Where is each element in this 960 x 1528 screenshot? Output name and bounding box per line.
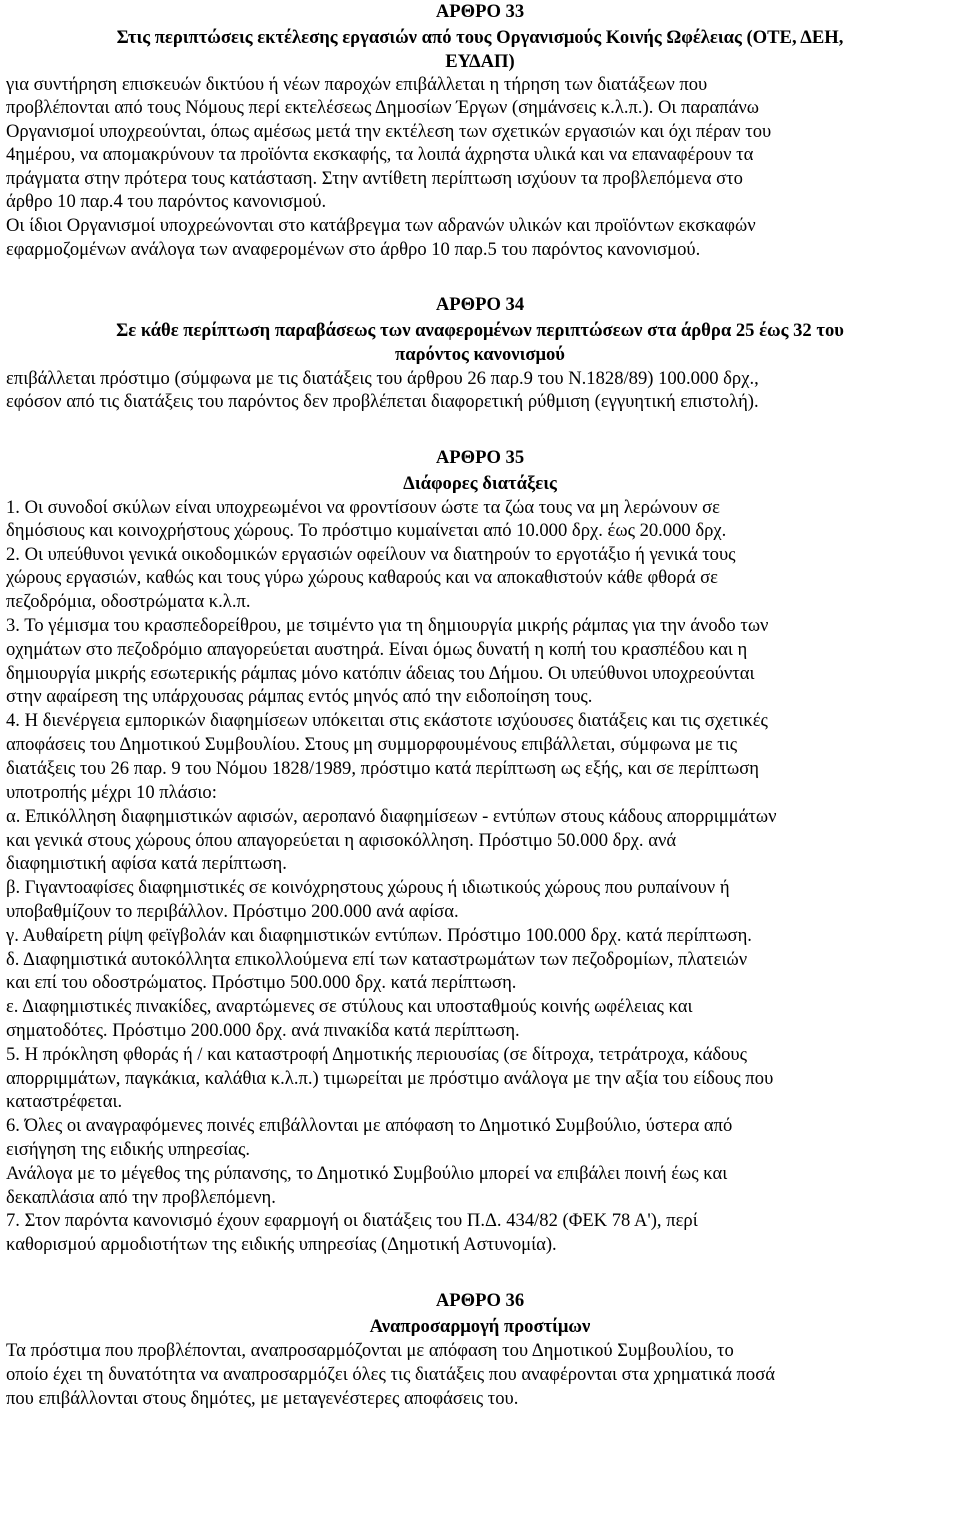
article-34-text-line: επιβάλλεται πρόστιμο (σύμφωνα με τις διατάξεις του άρθρου 26 παρ.9 του Ν.1828/89) 100.000 δρχ.,: [6, 368, 759, 389]
article-33-text-line: πράγματα στην πρότερα τους κατάσταση. Στην αντίθετη περίπτωση ισχύουν τα προβλεπόμενα στο: [6, 168, 743, 189]
article-35-text-line: αποφάσεις του Δημοτικού Συμβουλίου. Στους μη συμμορφουμένους επιβάλλεται, σύμφωνα με τις: [6, 734, 738, 755]
article-33-text-line: προβλέπονται από τους Νόμους περί εκτελέσεως Δημοσίων Έργων (σημάνσεις κ.λ.π.). Οι παραπάνω: [6, 97, 760, 118]
article-35-heading: Διάφορες διατάξεις: [403, 473, 557, 494]
article-35-text-line: Ανάλογα με το μέγεθος της ρύπανσης, το Δημοτικό Συμβούλιο μπορεί να επιβάλει ποινή έως και: [6, 1163, 728, 1184]
article-34-title: ΑΡΘΡΟ 34: [435, 294, 525, 315]
article-33-text-line: 4ημέρου, να απομακρύνουν τα προϊόντα εκσκαφής, τα λοιπά άχρηστα υλικά και να επαναφέρουν τα: [6, 144, 754, 165]
article-33-heading-line-1: Στις περιπτώσεις εκτέλεσης εργασιών από τους Οργανισμούς Κοινής Ωφέλειας (ΟΤΕ, ΔΕΗ,: [116, 27, 844, 48]
article-35-text-line: υποτροπής μέχρι 10 πλάσιο:: [6, 782, 217, 803]
article-35-text-line: 7. Στον παρόντα κανονισμό έχουν εφαρμογή οι διατάξεις του Π.Δ. 434/82 (ΦΕΚ 78 Α'), περί: [6, 1210, 698, 1231]
article-35-text-line: σηματοδότες. Πρόστιμο 200.000 δρχ. ανά πινακίδα κατά περίπτωση.: [6, 1020, 520, 1041]
article-33-title: ΑΡΘΡΟ 33: [435, 1, 525, 22]
article-34-heading-line-2: παρόντος κανονισμού: [395, 344, 565, 365]
article-35-title: ΑΡΘΡΟ 35: [435, 447, 525, 468]
article-35-text-line: και επί του οδοστρώματος. Πρόστιμο 500.000 δρχ. κατά περίπτωση.: [6, 972, 517, 993]
article-35-text-line: οχημάτων στο πεζοδρόμιο απαγορεύεται αυστηρά. Είναι όμως δυνατή η κοπή του κρασπέδου και η: [6, 639, 748, 660]
article-35-text-line: 1. Οι συνοδοί σκύλων είναι υποχρεωμένοι να φροντίσουν ώστε τα ζώα τους να μη λερώνουν σε: [6, 497, 720, 518]
article-35-text-line: ε. Διαφημιστικές πινακίδες, αναρτώμενες σε στύλους και υποσταθμούς κοινής ωφέλειας και: [6, 996, 693, 1017]
article-33-heading-line-2: ΕΥΔΑΠ): [445, 51, 515, 72]
article-35-text-line: υποβαθμίζουν το περιβάλλον. Πρόστιμο 200.000 ανά αφίσα.: [6, 901, 459, 922]
article-35-text-line: 6. Όλες οι αναγραφόμενες ποινές επιβάλλονται με απόφαση το Δημοτικό Συμβούλιο, ύστερα από: [6, 1115, 733, 1136]
article-33-text-line: Οι ίδιοι Οργανισμοί υποχρεώνονται στο κατάβρεγμα των αδρανών υλικών και προϊόντων εκσκαφών: [6, 215, 756, 236]
article-36-text-line: που επιβάλλονται στους δημότες, με μεταγενέστερες αποφάσεις του.: [6, 1388, 519, 1409]
article-35-text-line: καθορισμού αρμοδιοτήτων της ειδικής υπηρεσίας (Δημοτική Αστυνομία).: [6, 1234, 557, 1255]
article-35-text-line: διατάξεις του 26 παρ. 9 του Νόμου 1828/1989, πρόστιμο κατά περίπτωση ως εξής, και σε περίπτωση: [6, 758, 759, 779]
article-36-text-line: οποίο έχει τη δυνατότητα να αναπροσαρμόζει όλες τις διατάξεις που αναφέρονται στα χρηματικά ποσά: [6, 1364, 775, 1385]
article-35-text-line: 2. Οι υπεύθυνοι γενικά οικοδομικών εργασιών οφείλουν να διατηρούν το εργοτάξιο ή γενικά τους: [6, 544, 736, 565]
article-35-text-line: απορριμμάτων, παγκάκια, καλάθια κ.λ.π.) τιμωρείται με πρόστιμο ανάλογα με την αξία του είδους που: [6, 1068, 774, 1089]
article-35-text-line: δημόσιους και κοινοχρήστους χώρους. Το πρόστιμο κυμαίνεται από 10.000 δρχ. έως 20.000 δρχ.: [6, 520, 727, 541]
article-35-text-line: δεκαπλάσια από την προβλεπόμενη.: [6, 1187, 276, 1208]
article-35-text-line: διαφημιστική αφίσα κατά περίπτωση.: [6, 853, 287, 874]
article-35-text-line: καταστρέφεται.: [6, 1091, 123, 1112]
article-34-heading-line-1: Σε κάθε περίπτωση παραβάσεως των αναφερομένων περιπτώσεων στα άρθρα 25 έως 32 του: [116, 320, 844, 341]
article-35-text-line: και γενικά στους χώρους όπου απαγορεύεται η αφισοκόλληση. Πρόστιμο 50.000 δρχ. ανά: [6, 830, 677, 851]
article-34-text-line: εφόσον από τις διατάξεις του παρόντος δεν προβλέπεται διαφορετική ρύθμιση (εγγυητική επιστολή).: [6, 391, 759, 412]
article-35-text-line: 3. Το γέμισμα του κρασπεδορείθρου, με τσιμέντο για τη δημιουργία μικρής ράμπας για την άνοδο των: [6, 615, 769, 636]
article-33-text-line: άρθρο 10 παρ.4 του παρόντος κανονισμού.: [6, 191, 327, 212]
article-35-text-line: στην αφαίρεση της υπάρχουσας ράμπας εντός μηνός από την ειδοποίηση τους.: [6, 686, 593, 707]
article-35-text-line: πεζοδρόμια, οδοστρώματα κ.λ.π.: [6, 591, 251, 612]
article-35-text-line: 5. Η πρόκληση φθοράς ή / και καταστροφή Δημοτικής περιουσίας (σε δίτροχα, τετράτροχα, κάδους: [6, 1044, 747, 1065]
article-35-text-line: 4. Η διενέργεια εμπορικών διαφημίσεων υπόκειται στις εκάστοτε ισχύουσες διατάξεις και τις σχετικές: [6, 710, 768, 731]
article-35-text-line: β. Γιγαντοαφίσες διαφημιστικές σε κοινόχρηστους χώρους ή ιδιωτικούς χώρους που ρυπαίνουν ή: [6, 877, 730, 898]
article-35-text-line: δ. Διαφημιστικά αυτοκόλλητα επικολλούμενα επί των καταστρωμάτων των πεζοδρομίων, πλατειών: [6, 949, 748, 970]
article-33-text-line: εφαρμοζομένων ανάλογα των αναφερομένων στο άρθρο 10 παρ.5 του παρόντος κανονισμού.: [6, 239, 701, 260]
article-36-title: ΑΡΘΡΟ 36: [435, 1290, 525, 1311]
article-35-text-line: δημιουργία μικρής εσωτερικής ράμπας μόνο κατόπιν άδειας του Δήμου. Οι υπεύθυνοι υποχρεούνται: [6, 663, 755, 684]
article-36-heading: Αναπροσαρμογή προστίμων: [369, 1316, 591, 1337]
article-35-text-line: χώρους εργασιών, καθώς και τους γύρω χώρους καθαρούς και να αποκαθιστούν κάθε φθορά σε: [6, 567, 718, 588]
article-33-text-line: Οργανισμοί υποχρεούνται, όπως αμέσως μετά την εκτέλεση των σχετικών εργασιών και όχι πέραν του: [6, 121, 772, 142]
article-33-text-line: για συντήρηση επισκευών δικτύου ή νέων παροχών επιβάλλεται η τήρηση των διατάξεων που: [6, 74, 708, 95]
article-35-text-line: γ. Αυθαίρετη ρίψη φεϊγβολάν και διαφημιστικών εντύπων. Πρόστιμο 100.000 δρχ. κατά περίπτωση.: [6, 925, 752, 946]
article-35-text-line: εισήγηση της ειδικής υπηρεσίας.: [6, 1139, 250, 1160]
article-35-text-line: α. Επικόλληση διαφημιστικών αφισών, αεροπανό διαφημίσεων - εντύπων στους κάδους απορριμμάτων: [6, 806, 777, 827]
article-36-text-line: Τα πρόστιμα που προβλέπονται, αναπροσαρμόζονται με απόφαση του Δημοτικού Συμβουλίου, το: [6, 1340, 734, 1361]
